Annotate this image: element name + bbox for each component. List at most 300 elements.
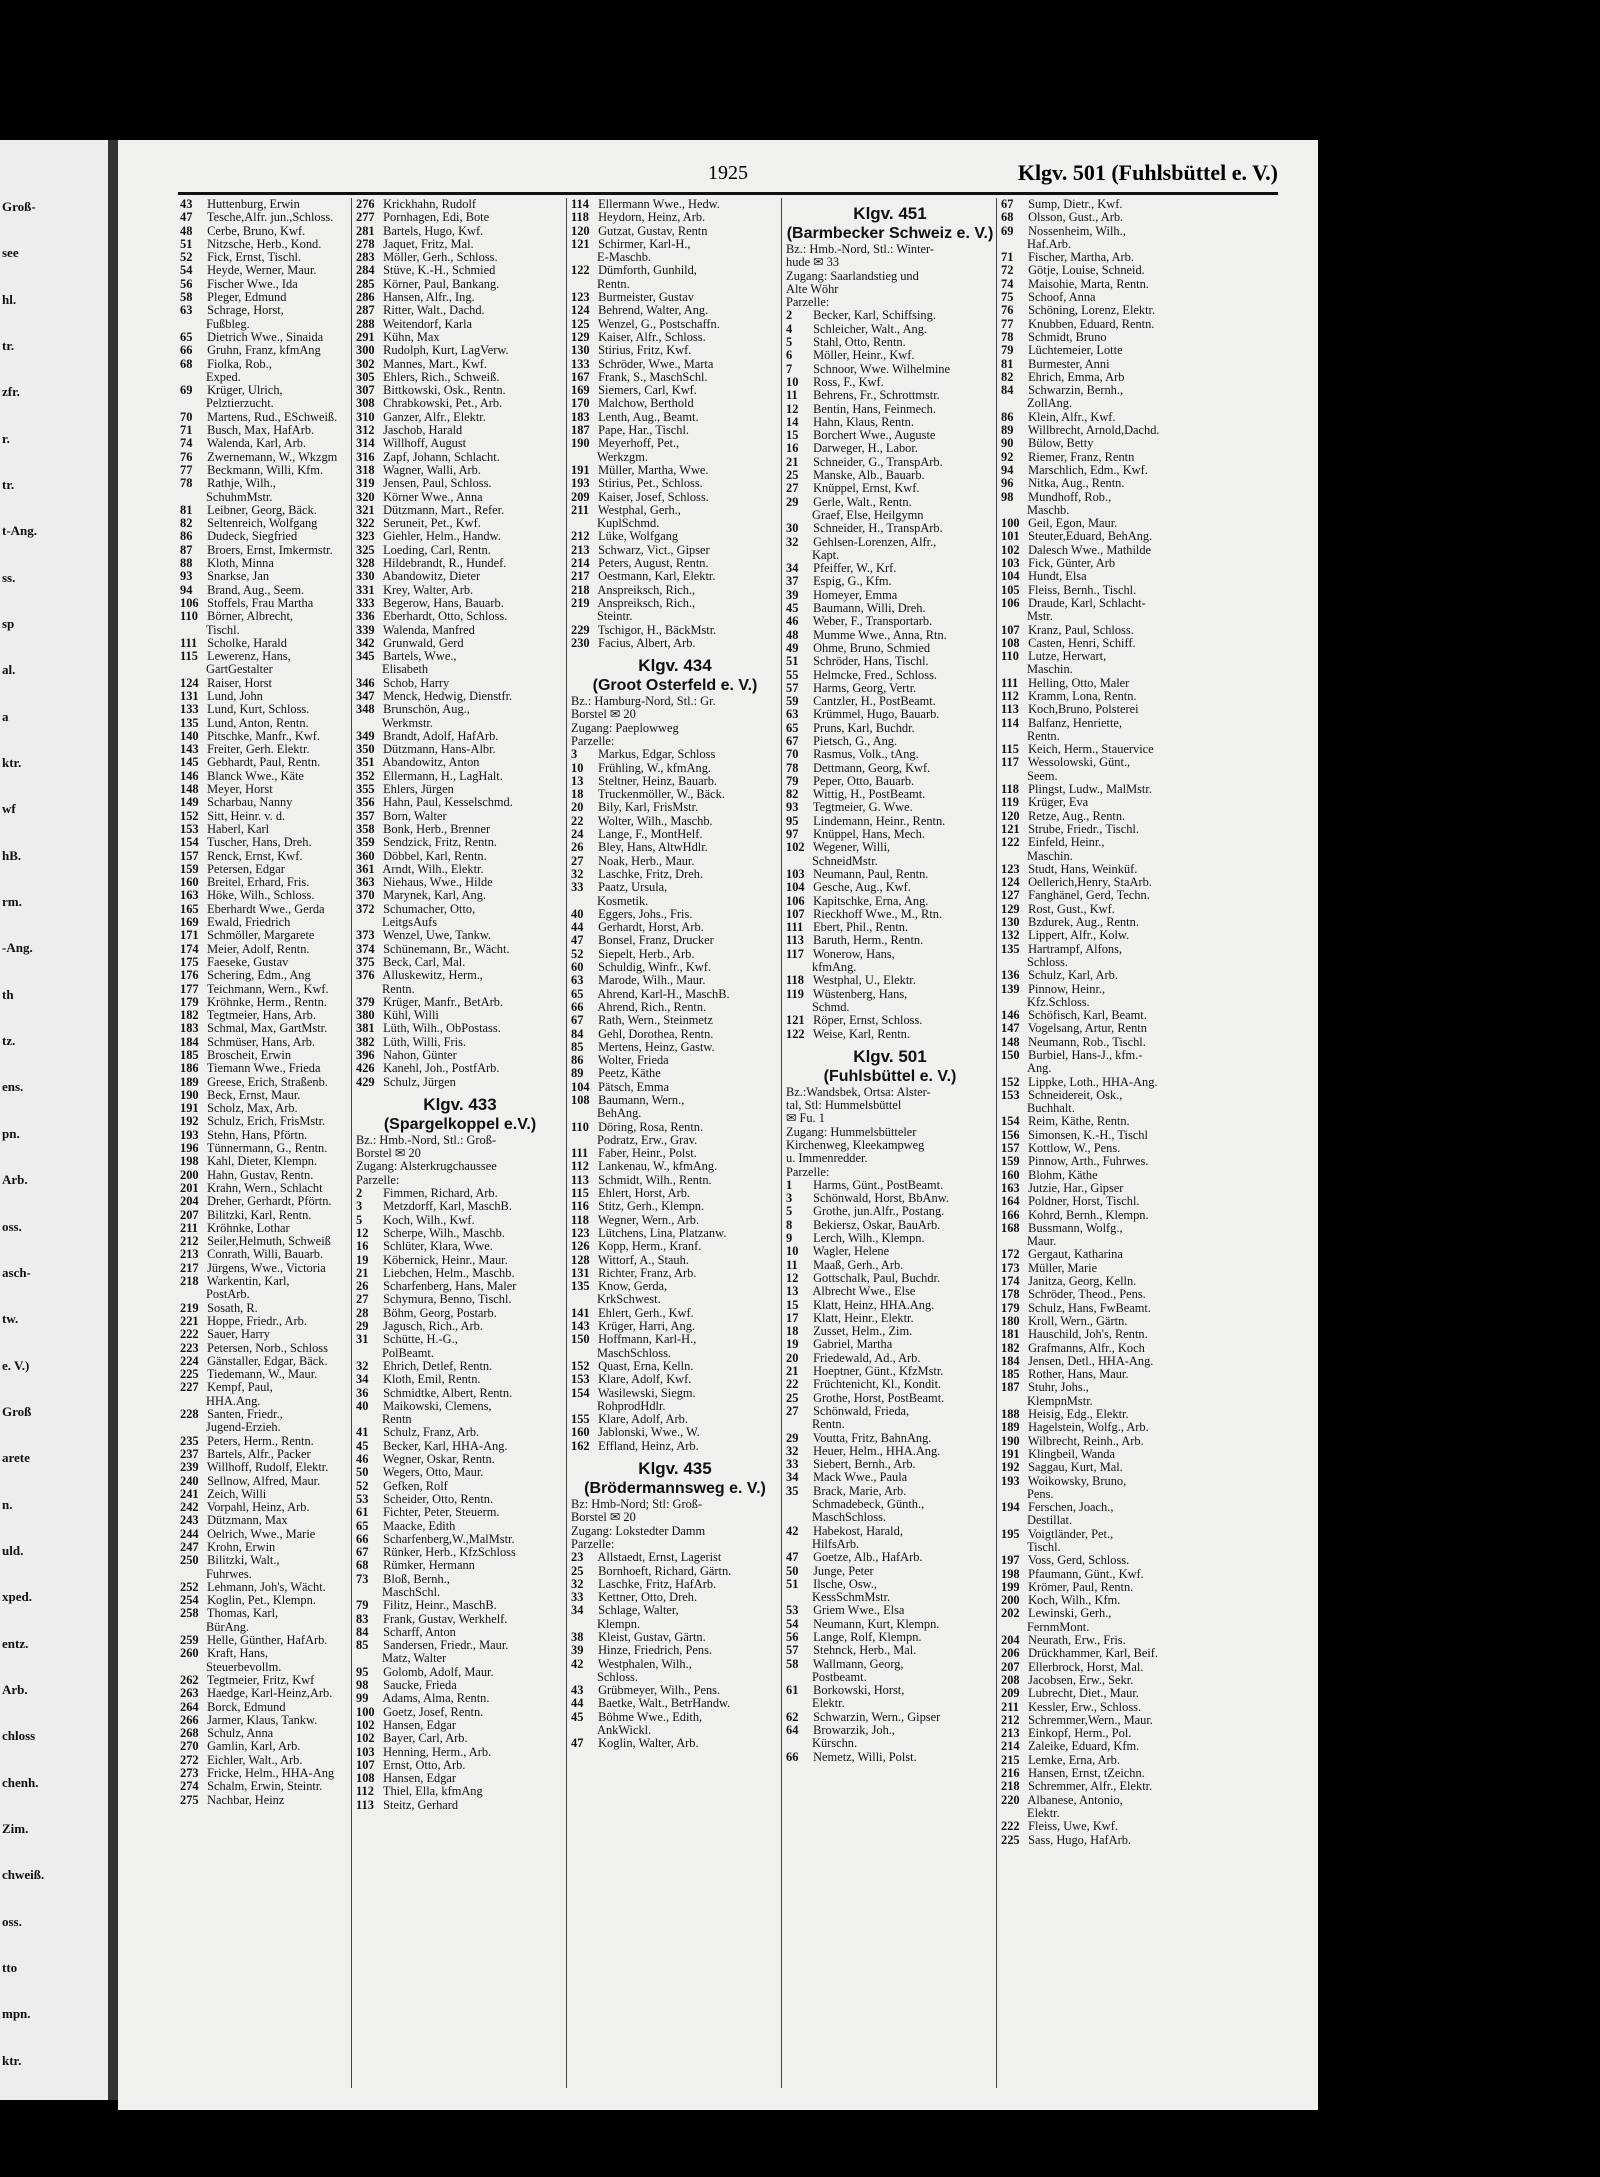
directory-entry	[356, 1692, 564, 1705]
directory-entry	[356, 1559, 564, 1572]
parcel-number: 153	[571, 1373, 590, 1387]
entry-text: SchneidMstr.	[812, 854, 878, 868]
directory-entry	[786, 841, 994, 854]
parcel-number: 207	[180, 1208, 199, 1222]
parcel-number: 148	[1001, 1035, 1020, 1049]
entry-text: Blohm, Käthe	[1028, 1168, 1098, 1182]
entry-text: Koglin, Pet., Klempn.	[207, 1594, 316, 1608]
entry-text: Paatz, Ursula,	[598, 881, 668, 895]
parcel-number: 263	[180, 1687, 199, 1701]
entry-text: Allstaedt, Ernst, Lagerist	[597, 1551, 722, 1565]
parcel-number: 146	[1001, 1009, 1020, 1023]
fragment-text: Zim.	[2, 1820, 29, 1836]
entry-text: Ernst, Otto, Arb.	[383, 1758, 466, 1772]
parcel-number: 374	[356, 942, 375, 956]
directory-entry	[356, 1320, 564, 1333]
parcel-number: 165	[180, 902, 199, 916]
directory-entry	[180, 1328, 348, 1341]
entry-text: Wenzel, Uwe, Tankw.	[382, 929, 492, 943]
entry-text: Steuerbevollm.	[206, 1660, 282, 1674]
directory-entry	[1001, 1501, 1211, 1514]
directory-entry	[356, 278, 564, 291]
parcel-number: 174	[180, 942, 199, 956]
entry-text: Lemke, Erna, Arb.	[1028, 1753, 1120, 1767]
parcel-number: 227	[180, 1381, 199, 1395]
directory-entry	[356, 225, 564, 238]
entry-text: Manske, Alb., Bauarb.	[813, 469, 925, 483]
entry-text: Huttenburg, Erwin	[207, 198, 300, 211]
directory-entry	[1001, 1288, 1211, 1301]
entry-text: Baetke, Walt., BetrHandw.	[598, 1697, 731, 1711]
parcel-number: 88	[180, 557, 193, 571]
entry-text: Poldner, Horst, Tischl.	[1028, 1195, 1140, 1209]
directory-entry	[786, 1299, 994, 1312]
parcel-number: 40	[356, 1399, 369, 1413]
entry-text: Gesche, Aug., Kwf.	[813, 881, 911, 895]
entry-text: Stirius, Pet., Schloss.	[598, 477, 703, 491]
directory-entry	[180, 929, 348, 942]
directory-entry	[786, 1538, 994, 1551]
entry-text: Walenda, Manfred	[382, 623, 475, 637]
parcel-number: 72	[1001, 264, 1014, 278]
entry-text: Kaiser, Alfr., Schloss.	[598, 330, 706, 344]
directory-entry	[356, 1706, 564, 1719]
parcel-number: 27	[356, 1293, 369, 1307]
directory-entry	[786, 735, 994, 748]
parcel-number: 66	[356, 1532, 369, 1546]
directory-entry	[571, 384, 779, 397]
parcel-number: 187	[571, 424, 590, 438]
entry-text: Westphal, Gerh.,	[597, 503, 681, 517]
entry-text: MaschSchloss.	[597, 1346, 671, 1360]
parcel-number: 219	[180, 1301, 199, 1315]
parcel-number: 51	[786, 655, 799, 669]
entry-text: Grothe, Horst, PostBeamt.	[813, 1391, 945, 1405]
directory-entry	[180, 318, 348, 331]
directory-entry	[571, 1121, 779, 1134]
directory-entry	[1001, 358, 1211, 371]
fragment-text: a	[2, 708, 9, 724]
entry-text: Nitka, Aug., Rentn.	[1028, 477, 1125, 491]
entry-text: Tschigor, H., BäckMstr.	[597, 623, 717, 637]
parcel-number: 191	[180, 1102, 199, 1116]
entry-text: FernmMont.	[1027, 1620, 1090, 1634]
entry-text: PostArb.	[206, 1288, 250, 1302]
parcel-number: 113	[356, 1798, 374, 1812]
fragment-text: n.	[2, 1496, 13, 1512]
directory-entry	[1001, 1661, 1211, 1674]
section-title: Klgv. 501	[853, 1046, 927, 1066]
section-title: Klgv. 435	[638, 1459, 712, 1479]
entry-text: Alluskewitz, Herm.,	[382, 969, 483, 983]
parcel-number: 243	[180, 1514, 199, 1528]
entry-text: Schwarzin, Bernh.,	[1028, 384, 1124, 398]
parcel-number: 191	[571, 463, 590, 477]
parcel-number: 381	[356, 1022, 375, 1036]
directory-entry	[180, 1062, 348, 1075]
directory-entry	[356, 1626, 564, 1639]
entry-text: E-Maschb.	[597, 251, 652, 265]
section-meta: tal, Stl: Hummelsbüttel	[786, 1099, 902, 1113]
entry-text: Sitt, Heinr. v. d.	[207, 809, 286, 823]
parcel-number: 57	[786, 1644, 799, 1658]
parcel-number: 4	[786, 322, 793, 336]
parcel-number: 345	[356, 650, 375, 664]
entry-text: Maisohie, Marta, Rentn.	[1028, 277, 1149, 291]
parcel-number: 42	[571, 1657, 584, 1671]
parcel-number: 114	[571, 198, 589, 211]
parcel-number: 131	[180, 689, 199, 703]
entry-text: Balfanz, Henriette,	[1028, 716, 1123, 730]
entry-text: Effland, Heinz, Arb.	[598, 1439, 699, 1453]
directory-entry	[1001, 1767, 1211, 1780]
parcel-number: 37	[786, 575, 799, 589]
entry-text: Zaleike, Eduard, Kfm.	[1028, 1740, 1140, 1754]
parcel-number: 34	[786, 562, 799, 576]
entry-text: Fick, Ernst, Tischl.	[207, 251, 302, 265]
entry-text: Matz, Walter	[382, 1652, 447, 1666]
directory-entry	[180, 650, 348, 663]
parcel-number: 380	[356, 1009, 375, 1023]
directory-entry	[786, 403, 994, 416]
entry-text: Liebchen, Helm., Maschb.	[383, 1266, 515, 1280]
directory-entry	[356, 690, 564, 703]
entry-text: Rentn.	[812, 1418, 845, 1432]
parcel-number: 147	[1001, 1022, 1020, 1036]
parcel-number: 82	[786, 788, 799, 802]
directory-entry	[180, 1568, 348, 1581]
parcel-number: 47	[571, 934, 584, 948]
directory-entry	[356, 1360, 564, 1373]
entry-text: Kottlow, W., Pens.	[1028, 1142, 1121, 1156]
parcel-number: 90	[1001, 437, 1014, 451]
parcel-number: 21	[786, 1365, 799, 1379]
directory-entry	[356, 1573, 564, 1586]
entry-text: Mundhoff, Rob.,	[1028, 490, 1112, 504]
directory-entry	[356, 1187, 564, 1200]
parcel-number: 85	[571, 1040, 584, 1054]
directory-entry	[786, 908, 994, 921]
entry-text: Meyer, Horst	[207, 783, 273, 797]
parcel-number: 396	[356, 1049, 375, 1062]
entry-text: Baumann, Wern.,	[598, 1094, 685, 1107]
entry-text: Sosath, R.	[207, 1301, 258, 1315]
parcel-number: 74	[180, 437, 193, 451]
entry-text: Ilsche, Osw.,	[813, 1577, 877, 1591]
entry-text: Rathje, Wilh.,	[207, 477, 276, 491]
parcel-number: 105	[1001, 583, 1020, 597]
parcel-number: 300	[356, 344, 375, 358]
directory-entry	[786, 1458, 994, 1471]
entry-text: Seiler,Helmuth, Schweiß	[207, 1235, 331, 1249]
entry-text: Willbrecht, Arnold,Dachd.	[1027, 424, 1160, 438]
directory-entry	[356, 677, 564, 690]
parcel-number: 27	[786, 1404, 799, 1418]
section-meta: Bz.: Hamburg-Nord, Stl.: Gr.	[571, 695, 716, 709]
entry-text: Wüstenberg, Hans,	[812, 987, 908, 1001]
directory-entry	[786, 1604, 994, 1617]
parcel-number: 254	[180, 1594, 199, 1608]
parcel-number: 93	[786, 801, 799, 815]
parcel-number: 370	[356, 889, 375, 903]
directory-page	[118, 140, 1318, 2110]
parcel-number: 179	[180, 995, 199, 1009]
entry-text: Werkmstr.	[382, 716, 433, 730]
directory-entry	[786, 1591, 994, 1604]
directory-entry	[180, 916, 348, 929]
entry-text: Zwernemann, W., Wkzgm	[207, 450, 338, 464]
fragment-text: asch-	[2, 1264, 31, 1280]
directory-entry	[786, 1001, 994, 1014]
entry-text: Reim, Käthe, Rentn.	[1028, 1115, 1130, 1129]
entry-text: Ehlers, Jürgen	[383, 783, 454, 797]
parcel-number: 228	[180, 1408, 199, 1422]
parcel-number: 84	[356, 1625, 369, 1639]
parcel-number: 154	[571, 1386, 590, 1400]
directory-entry	[1001, 1554, 1211, 1567]
parcel-number: 62	[786, 1710, 799, 1724]
parcel-number: 110	[180, 610, 198, 624]
directory-entry	[1001, 464, 1211, 477]
parcel-number: 52	[180, 251, 193, 265]
parcel-number: 84	[1001, 384, 1014, 398]
parcel-number: 20	[571, 801, 584, 815]
entry-text: Pens.	[1027, 1487, 1054, 1501]
parcel-number: 167	[571, 370, 590, 384]
parcel-number: 225	[180, 1368, 199, 1382]
directory-entry	[1001, 1142, 1211, 1155]
entry-text: Gamlin, Karl, Arb.	[207, 1740, 301, 1754]
parcel-number: 111	[571, 1147, 589, 1161]
entry-text: Stehnck, Herb., Mal.	[813, 1644, 917, 1658]
parcel-number: 342	[356, 636, 375, 650]
directory-entry	[786, 389, 994, 402]
fragment-text: entz.	[2, 1635, 29, 1651]
fragment-text: Arb.	[2, 1681, 28, 1697]
directory-entry	[180, 1262, 348, 1275]
entry-text: Bilitzki, Karl, Rentn.	[207, 1208, 312, 1222]
parcel-number: 32	[786, 535, 799, 549]
directory-entry	[786, 669, 994, 682]
directory-entry	[786, 376, 994, 389]
parcel-number: 5	[786, 336, 793, 350]
parcel-number: 202	[1001, 1607, 1020, 1621]
directory-entry	[571, 238, 779, 251]
parcel-number: 230	[571, 636, 590, 650]
directory-entry	[180, 717, 348, 730]
entry-text: Lund, John	[207, 689, 263, 703]
fragment-text: Arb.	[2, 1172, 28, 1188]
parcel-number: 189	[180, 1075, 199, 1089]
directory-entry	[180, 743, 348, 756]
entry-text: Burmester, Anni	[1028, 357, 1110, 371]
entry-text: Eggers, Johs., Fris.	[598, 907, 693, 921]
directory-entry	[1001, 743, 1211, 756]
entry-text: Krüger, Eva	[1028, 796, 1089, 810]
parcel-number: 66	[786, 1750, 799, 1764]
directory-entry	[1001, 1461, 1211, 1474]
entry-text: HHA.Ang.	[206, 1394, 261, 1408]
parcel-number: 211	[571, 503, 589, 517]
directory-entry	[1001, 903, 1211, 916]
entry-text: Harms, Georg, Vertr.	[813, 681, 917, 695]
entry-text: Brack, Marie, Arb.	[813, 1484, 907, 1498]
directory-entry	[180, 1288, 348, 1301]
entry-text: Schneider, G., TranspArb.	[813, 455, 943, 469]
entry-text: Darweger, H., Labor.	[813, 442, 918, 456]
parcel-number: 356	[356, 796, 375, 810]
entry-text: Ehlert, Gerh., Kwf.	[598, 1306, 694, 1320]
parcel-number: 44	[571, 1697, 584, 1711]
directory-column-2	[356, 198, 564, 1812]
directory-entry	[1001, 1368, 1211, 1381]
directory-entry	[1001, 956, 1211, 969]
entry-text: Kopp, Herm., Kranf.	[598, 1240, 702, 1254]
parcel-number: 32	[786, 1444, 799, 1458]
directory-entry	[180, 1155, 348, 1168]
parcel-number: 175	[180, 955, 199, 969]
directory-entry	[180, 1528, 348, 1541]
parcel-number: 237	[180, 1447, 199, 1461]
entry-text: RohprodHdlr.	[597, 1399, 666, 1413]
entry-text: Döbbel, Karl, Rentn.	[383, 849, 487, 863]
directory-entry	[356, 251, 564, 264]
directory-entry	[356, 1785, 564, 1798]
parcel-number: 213	[1001, 1727, 1020, 1741]
directory-entry	[356, 451, 564, 464]
entry-text: Metzdorff, Karl, MaschB.	[383, 1200, 512, 1214]
directory-entry	[1001, 1647, 1211, 1660]
parcel-number: 358	[356, 822, 375, 836]
entry-text: Meier, Adolf, Rentn.	[207, 942, 310, 956]
parcel-number: 76	[1001, 304, 1014, 318]
parcel-number: 119	[786, 987, 804, 1001]
entry-text: Steintr.	[597, 610, 633, 624]
entry-text: Lewinski, Gerh.,	[1028, 1607, 1112, 1621]
parcel-number: 321	[356, 503, 375, 517]
directory-entry	[356, 1200, 564, 1213]
parcel-number: 140	[180, 729, 199, 743]
directory-entry	[786, 416, 994, 429]
parcel-number: 190	[180, 1088, 199, 1102]
entry-text: Brandt, Adolf, HafArb.	[383, 729, 499, 743]
directory-entry	[1001, 836, 1211, 849]
parcel-number: 216	[1001, 1767, 1020, 1781]
entry-text: Laschke, Fritz, Dreh.	[598, 867, 704, 881]
parcel-number: 50	[356, 1466, 369, 1480]
parcel-number: 36	[356, 1386, 369, 1400]
entry-text: Helling, Otto, Maler	[1028, 676, 1130, 690]
directory-entry	[571, 517, 779, 530]
directory-entry	[356, 663, 564, 676]
entry-text: Rudolph, Kurt, LagVerw.	[383, 344, 509, 358]
entry-text: Abandowitz, Anton	[382, 756, 480, 770]
parcel-number: 103	[1001, 557, 1020, 571]
parcel-number: 69	[1001, 224, 1014, 238]
parcel-number: 43	[180, 198, 193, 211]
entry-text: Neumann, Rob., Tischl.	[1028, 1035, 1146, 1049]
entry-text: Möller, Heinr., Kwf.	[813, 349, 915, 363]
entry-text: Riemer, Franz, Rentn	[1028, 450, 1135, 464]
entry-text: Bily, Karl, FrisMstr.	[598, 801, 699, 815]
parcel-number: 188	[1001, 1408, 1020, 1422]
parcel-number: 241	[180, 1487, 199, 1501]
entry-text: Peters, Herm., Rentn.	[207, 1434, 314, 1448]
directory-entry	[180, 1209, 348, 1222]
parcel-number: 266	[180, 1713, 199, 1727]
entry-text: Westphal, U., Elektr.	[812, 974, 916, 988]
directory-entry	[1001, 1634, 1211, 1647]
directory-entry	[180, 1607, 348, 1620]
parcel-number: 185	[180, 1049, 199, 1062]
directory-entry	[180, 677, 348, 690]
entry-text: Krümmel, Hugo, Bauarb.	[813, 708, 940, 722]
parcel-number: 21	[786, 455, 799, 469]
section-heading	[571, 656, 779, 748]
parcel-number: 312	[356, 424, 375, 438]
entry-text: Schulz, Franz, Arb.	[383, 1426, 480, 1440]
parcel-number: 111	[786, 921, 804, 935]
entry-text: Schröder, Hans, Tischl.	[813, 655, 929, 669]
directory-entry	[356, 1679, 564, 1692]
parcel-number: 51	[786, 1577, 799, 1591]
section-title: Klgv. 433	[423, 1094, 497, 1114]
parcel-number: 10	[786, 1245, 799, 1259]
entry-text: Zeich, Willi	[207, 1487, 267, 1501]
parcel-number: 152	[180, 809, 199, 823]
parcel-number: 5	[786, 1205, 793, 1219]
directory-entry	[356, 517, 564, 530]
directory-entry	[180, 863, 348, 876]
entry-text: Oellerich,Henry, StaArb.	[1028, 876, 1152, 890]
entry-text: Elisabeth	[382, 663, 429, 677]
directory-entry	[571, 1373, 779, 1386]
directory-entry	[1001, 1262, 1211, 1275]
entry-text: Sellnow, Alfred, Maur.	[207, 1474, 321, 1488]
entry-text: Ang.	[1027, 1062, 1052, 1076]
entry-text: Gabriel, Martha	[813, 1338, 893, 1352]
entry-text: Cerbe, Bruno, Kwf.	[207, 224, 306, 238]
entry-text: Fimmen, Richard, Arb.	[383, 1187, 498, 1201]
parcel-number: 214	[1001, 1740, 1020, 1754]
parcel-number: 159	[1001, 1155, 1020, 1169]
entry-text: Tünnermann, G., Rentn.	[206, 1142, 328, 1156]
entry-text: Loeding, Carl, Rentn.	[383, 543, 491, 557]
directory-entry	[786, 1631, 994, 1644]
parcel-number: 376	[356, 969, 375, 983]
directory-entry	[180, 836, 348, 849]
directory-entry	[786, 1445, 994, 1458]
directory-entry	[180, 810, 348, 823]
directory-entry	[180, 1661, 348, 1674]
directory-entry	[571, 264, 779, 277]
section-meta: Alte Wöhr	[786, 282, 839, 296]
directory-entry	[356, 956, 564, 969]
directory-entry	[180, 1687, 348, 1700]
entry-text: Böhm, Georg, Postarb.	[383, 1306, 497, 1320]
entry-text: Rentn.	[1027, 729, 1060, 743]
parcel-number: 47	[571, 1737, 584, 1751]
directory-entry	[180, 477, 348, 490]
parcel-number: 73	[356, 1572, 369, 1586]
parcel-number: 126	[571, 1240, 590, 1254]
entry-text: Willhoff, Rudolf, Elektr.	[206, 1461, 329, 1475]
directory-entry	[786, 1312, 994, 1325]
entry-text: Seruneit, Pet., Kwf.	[383, 517, 481, 531]
entry-text: Beck, Carl, Mal.	[383, 955, 466, 969]
parcel-number: 268	[180, 1727, 199, 1741]
entry-text: Voutta, Fritz, BahnAng.	[812, 1431, 932, 1445]
